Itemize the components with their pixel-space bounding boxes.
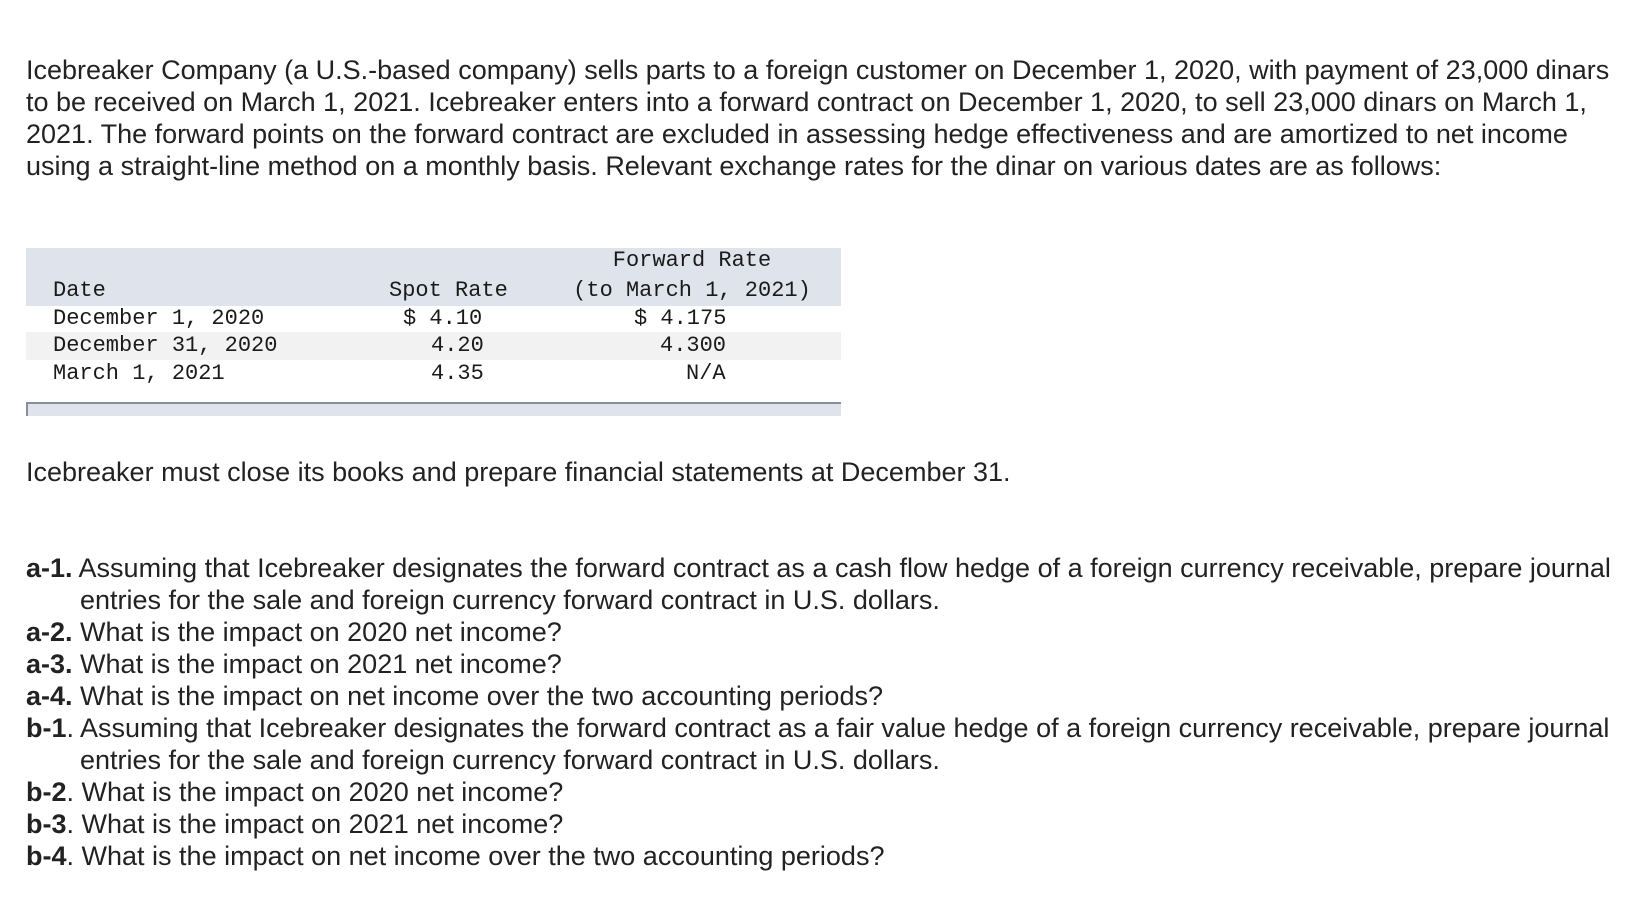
- question-punct: .: [66, 713, 75, 743]
- question-item: [26, 648, 1636, 680]
- header-forward-rate-line2: (to March 1, 2021): [573, 278, 811, 303]
- question-id: b-1: [26, 713, 67, 743]
- row-2-date: December 31, 2020: [53, 333, 278, 358]
- question-punct: .: [66, 841, 75, 871]
- row-1-spot: $ 4.10: [403, 306, 483, 331]
- question-id: a-1.: [26, 553, 73, 583]
- question-list: [26, 552, 1636, 872]
- question-text: Assuming that Icebreaker designates the forward contract as a cash flow hedge of a foreign currency receivable, prepare journal entries for the sale and foreign currency forward contract in U.S. dollars.: [78, 553, 1611, 615]
- header-spot-rate: Spot Rate: [389, 278, 508, 303]
- question-item: [26, 712, 1636, 776]
- question-id: b-3: [26, 809, 67, 839]
- question-text: What is the impact on 2020 net income?: [80, 617, 562, 647]
- question-id: a-3.: [26, 649, 73, 679]
- row-2-spot: 4.20: [431, 333, 484, 358]
- problem-intro: Icebreaker Company (a U.S.-based company) sells parts to a foreign customer on December 1, 2020, with payment of 23,000 dinars to be received on March 1, 2021. Icebreaker enters into a forward contract on December 1, 2020, to sell 23,000 dinars on March 1, 2021. The forward points on the forward contract are excluded in assessing hedge effectiveness and are amortized to net income using a straight-line method on a monthly basis. Relevant exchange rates for the dinar on various dates are as follows:: [26, 55, 1610, 181]
- question-text: What is the impact on net income over the two accounting periods?: [80, 681, 883, 711]
- question-item: [26, 680, 1636, 712]
- row-3-forward: N/A: [686, 361, 726, 386]
- question-text: What is the impact on net income over the two accounting periods?: [81, 841, 885, 871]
- row-3-spot: 4.35: [431, 361, 484, 386]
- header-forward-rate-line1: Forward Rate: [612, 248, 772, 273]
- row-2-forward: 4.300: [660, 333, 727, 358]
- question-text: Assuming that Icebreaker designates the forward contract as a fair value hedge of a foreign currency receivable, prepare journal entries for the sale and foreign currency forward contract in U.S. dollars.: [80, 713, 1610, 775]
- row-1-forward: $ 4.175: [634, 306, 727, 331]
- question-id: b-2: [26, 777, 67, 807]
- question-id: a-4.: [26, 681, 73, 711]
- question-id: b-4: [26, 841, 67, 871]
- question-text: What is the impact on 2021 net income?: [81, 809, 564, 839]
- table-footer-band: [26, 402, 841, 416]
- row-1-date: December 1, 2020: [53, 306, 265, 331]
- question-text: What is the impact on 2021 net income?: [80, 649, 562, 679]
- question-item: [26, 616, 1636, 648]
- question-punct: .: [66, 809, 75, 839]
- question-item: [26, 840, 1636, 872]
- exchange-rate-table: [26, 248, 841, 416]
- question-item: [26, 776, 1636, 808]
- header-date: Date: [53, 278, 106, 303]
- question-item: [26, 808, 1636, 840]
- row-3-date: March 1, 2021: [53, 361, 225, 386]
- table-footer-tick: [26, 402, 28, 416]
- question-text: What is the impact on 2020 net income?: [81, 777, 564, 807]
- closing-statement: Icebreaker must close its books and prepare financial statements at December 31.: [26, 457, 1011, 487]
- question-id: a-2.: [26, 617, 73, 647]
- question-punct: .: [66, 777, 75, 807]
- question-item: [26, 552, 1636, 616]
